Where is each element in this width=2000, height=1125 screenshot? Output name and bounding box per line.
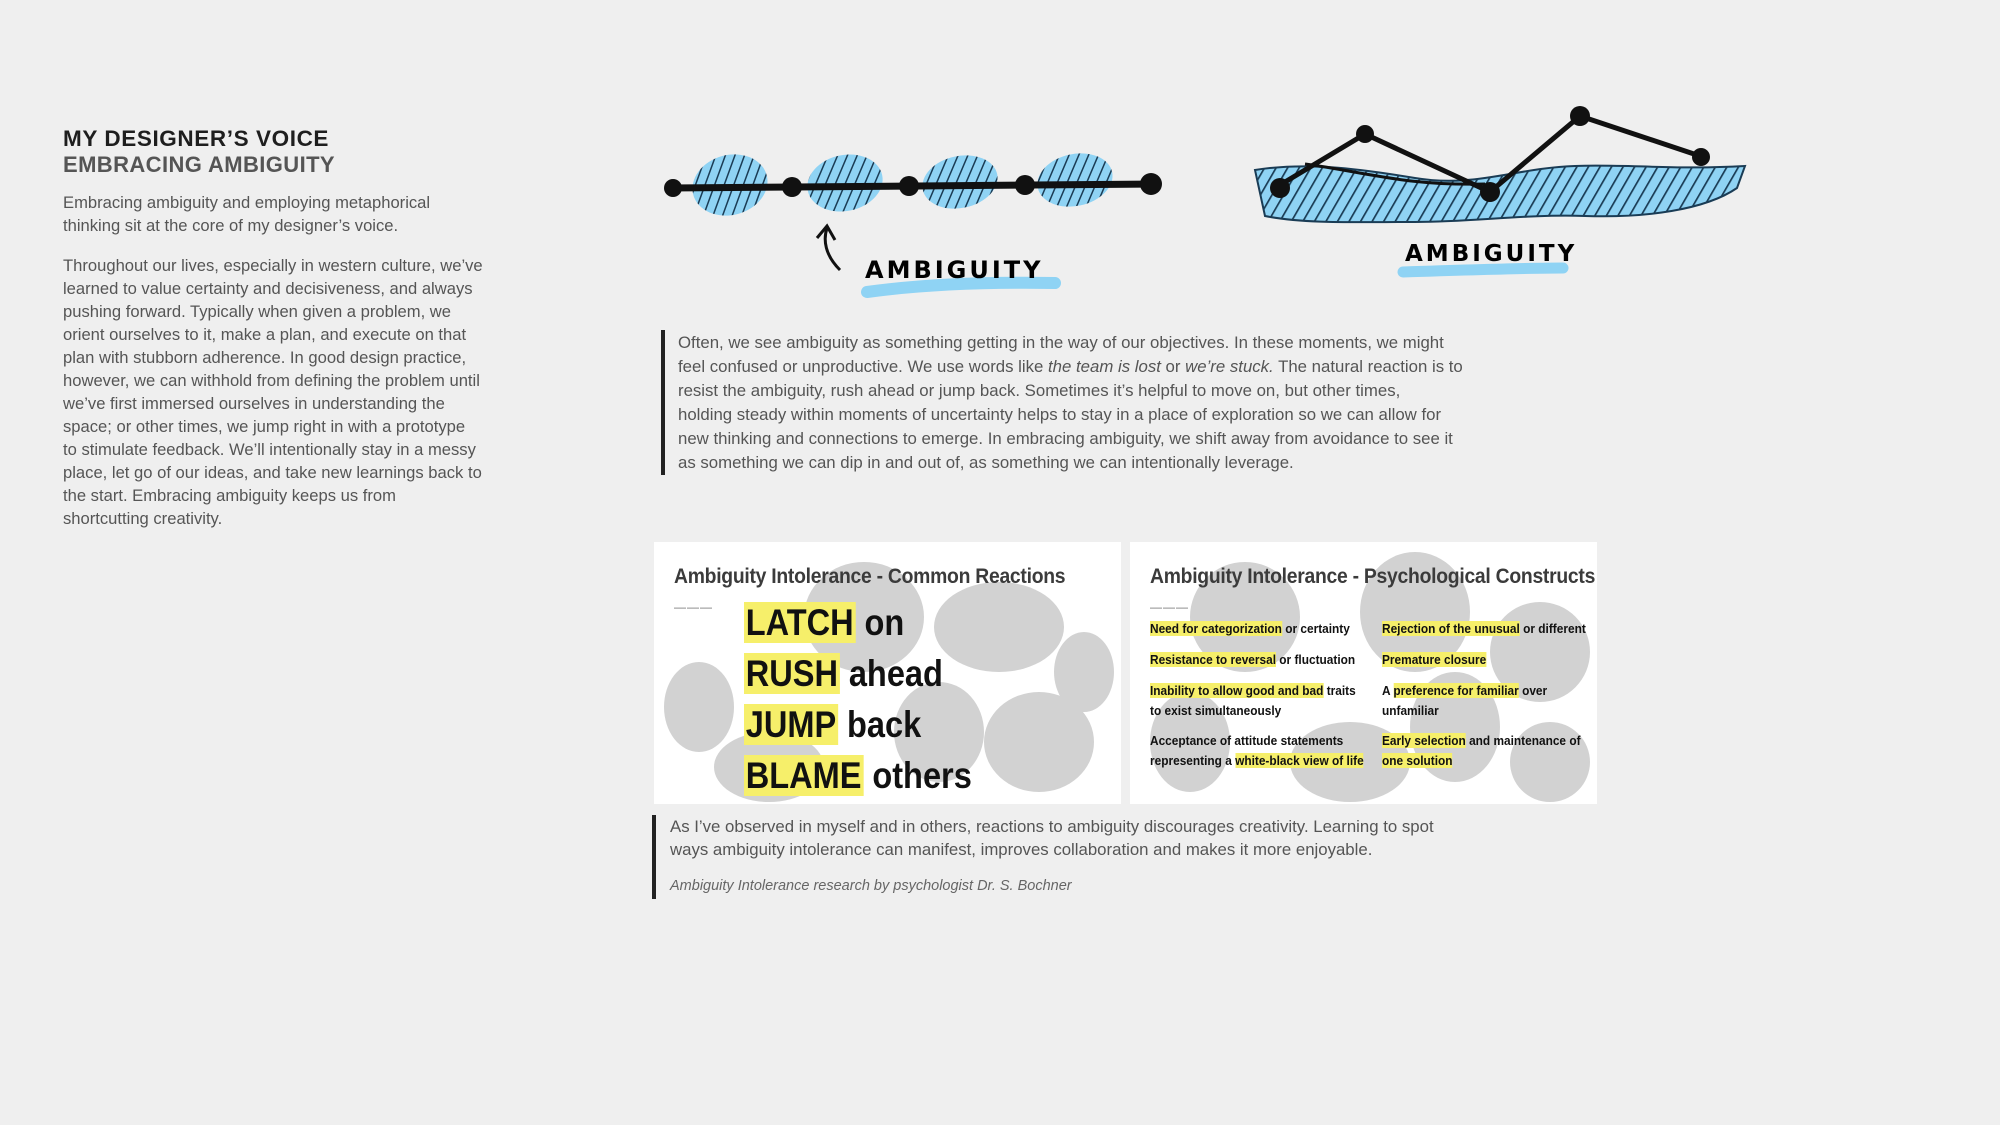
card-divider: ——— (674, 600, 713, 614)
construct-item: Early selection and maintenance of one solution (1382, 733, 1581, 768)
quote-line: as something we can dip in and out of, as something we can intentionally leverage. (678, 453, 1294, 472)
card-common-reactions (654, 542, 1121, 804)
timeline-node (664, 179, 682, 197)
quote-line: holding steady within moments of uncertainty helps to stay in a place of exploration so we can allow for (678, 405, 1442, 424)
sketch-linear-illustration (655, 140, 1175, 310)
timeline-node (782, 177, 802, 197)
card-psychological-constructs (1130, 542, 1597, 804)
construct-item: A preference for familiar over unfamiliar (1382, 683, 1548, 718)
quote-line: As I’ve observed in myself and in others, reactions to ambiguity discourages creativity. Learning to spot (670, 817, 1434, 836)
timeline-node (1140, 173, 1162, 195)
reaction-item: LATCH on (745, 602, 905, 643)
quote-line: ways ambiguity intolerance can manifest, improves collaboration and makes it more enjoyable. (670, 840, 1373, 859)
ambiguity-wave (1255, 166, 1745, 223)
reaction-item: RUSH ahead (745, 653, 943, 694)
sketch-wave-illustration (1245, 100, 1765, 290)
card-divider: ——— (1150, 600, 1189, 614)
observation-quote (652, 815, 1610, 899)
timeline-node (899, 176, 919, 196)
construct-item: Resistance to reversal or fluctuation (1150, 652, 1356, 667)
wave-node (1692, 148, 1710, 166)
sidebar (63, 126, 483, 547)
page-title: MY DESIGNER’S VOICE (63, 126, 330, 151)
wave-node (1480, 182, 1500, 202)
card-title: Ambiguity Intolerance - Psychological Constructs (1150, 564, 1596, 588)
construct-item: Rejection of the unusual or different (1382, 621, 1586, 636)
intro-paragraph: Embracing ambiguity and employing metaphorical thinking sit at the core of my designer’s voice. (63, 193, 431, 235)
quote-line: feel confused or unproductive. We use words like the team is lost or we’re stuck. The natural reaction is to (678, 357, 1463, 376)
card-title: Ambiguity Intolerance - Common Reactions (674, 564, 1066, 588)
wave-node (1570, 106, 1590, 126)
construct-item: Premature closure (1382, 652, 1487, 667)
construct-item: Inability to allow good and bad traits to exist simultaneously (1150, 683, 1356, 718)
construct-item: Acceptance of attitude statements representing a white-black view of life (1150, 733, 1364, 768)
quote-line: new thinking and connections to emerge. In embracing ambiguity, we shift away from avoidance to see it (678, 429, 1453, 448)
wave-node (1356, 125, 1374, 143)
construct-item: Need for categorization or certainty (1150, 621, 1350, 636)
ambiguity-sketch-linear (655, 140, 1175, 315)
timeline-node (1015, 175, 1035, 195)
quote-line: resist the ambiguity, rush ahead or jump back. Sometimes it’s helpful to move on, but other times, (678, 381, 1401, 400)
reaction-item: JUMP back (745, 704, 922, 745)
quote-line: Often, we see ambiguity as something getting in the way of our objectives. In these moments, we might (678, 333, 1444, 352)
reactions-list (744, 597, 1003, 801)
wave-node (1270, 178, 1290, 198)
ambiguity-quote (661, 330, 1598, 475)
ambiguity-sketch-wave (1245, 100, 1765, 295)
sketch-label-right: AMBIGUITY (1405, 241, 1578, 267)
ambiguity-patch (1032, 147, 1117, 214)
reaction-item: BLAME others (745, 755, 972, 796)
page-subtitle: EMBRACING AMBIGUITY (63, 152, 335, 177)
research-caption: Ambiguity Intolerance research by psychologist Dr. S. Bochner (670, 878, 1072, 894)
sketch-label-left: AMBIGUITY (865, 256, 1044, 284)
body-paragraph: Throughout our lives, especially in western culture, we’ve learned to value certainty and decisiveness, and always pushing forward. Typically when given a problem, we orient ourselves to it, make a plan, and execute on that plan with stubborn adherence. In good design practice, however, we can withhold from defining the problem until we’ve first immersed ourselves in understanding the space; or other times, we jump right in with a prototype to stimulate feedback. We’ll intentionally stay in a messy place, let go of our ideas, and take new learnings back to the start. Embracing ambiguity keeps us from shortcutting creativity. (63, 256, 483, 528)
